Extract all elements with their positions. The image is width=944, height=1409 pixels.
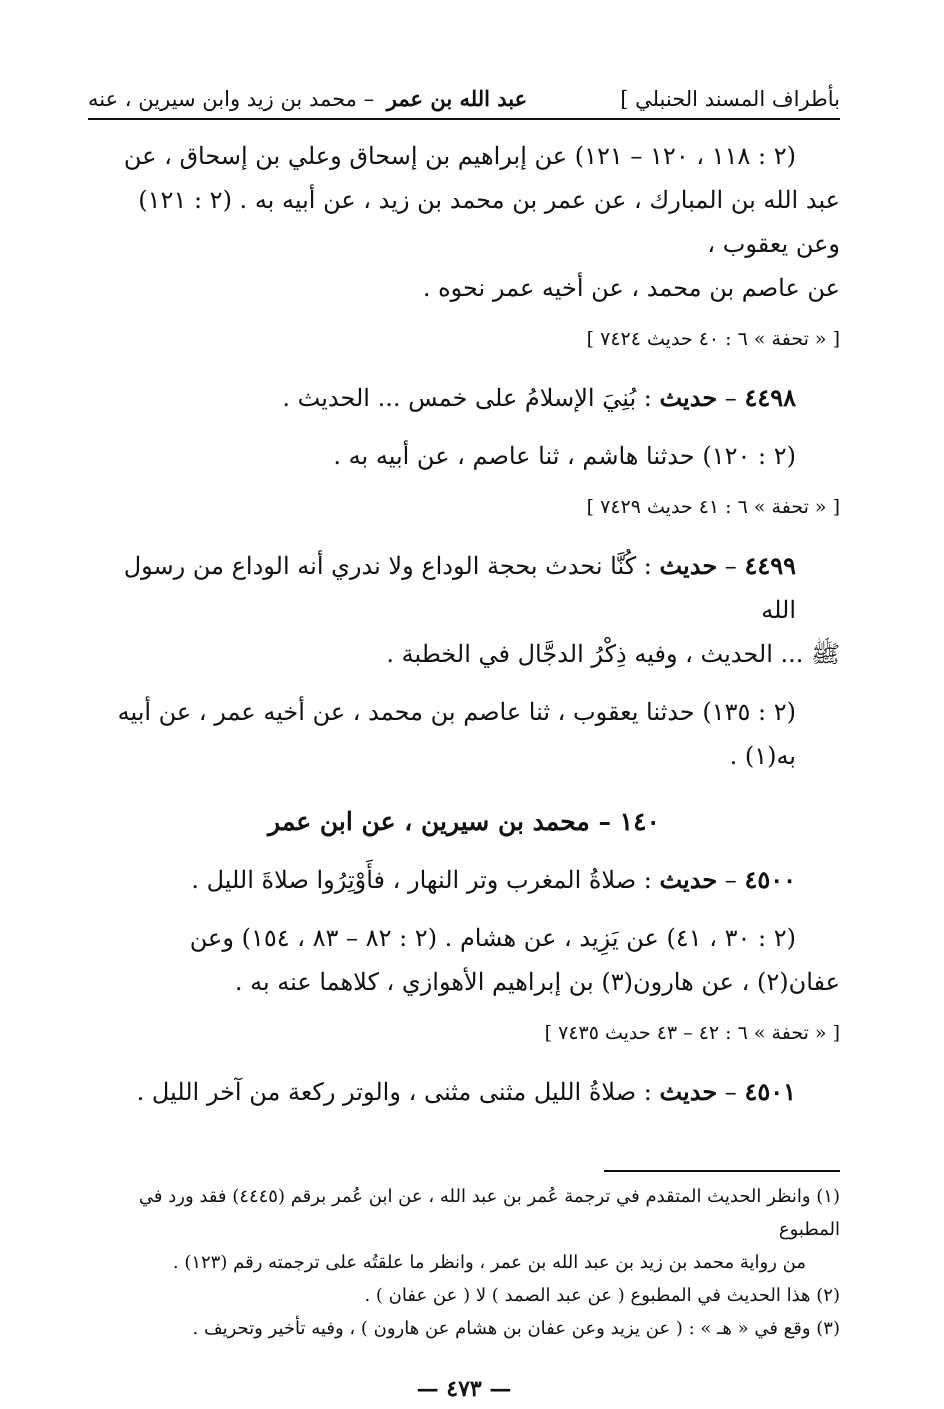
footnote-separator [604, 1170, 840, 1172]
hadith-4501 [88, 1070, 840, 1114]
hadith-4498-tuhfa-ref: [ « تحفة » ٦ : ٤١ حديث ٧٤٢٩ ] [586, 496, 840, 518]
footnote-1 [88, 1180, 840, 1279]
hadith-text: : كُنَّا نحدث بحجة الوداع ولا ندري أنه الوداع من رسول الله [123, 552, 796, 624]
header-book-title: بأطراف المسند الحنبلي ] [620, 87, 840, 111]
block1-line3: عن عاصم بن محمد ، عن أخيه عمر نحوه . [422, 274, 840, 302]
hadith-4500-tuhfa-ref: [ « تحفة » ٦ : ٤٢ – ٤٣ حديث ٧٤٣٥ ] [544, 1022, 840, 1044]
hadith-text: : بُنِيَ الإسلامُ على خمس ... الحديث . [282, 384, 660, 412]
hadith-4499 [88, 544, 840, 632]
hadith-4499-chain: (٢ : ١٣٥) حدثنا يعقوب ، ثنا عاصم بن محمد ، عن أخيه عمر ، عن أبيه به(١) . [117, 698, 796, 770]
hadith-4500 [88, 858, 840, 902]
section-title: ١٤٠ – محمد بن سيرين ، عن ابن عمر [268, 807, 660, 836]
header-chapter [88, 80, 527, 118]
hadith-4500-chain-line2: عفان(٢) ، عن هارون(٣) بن إبراهيم الأهوازي ، كلاهما عنه به . [234, 968, 840, 996]
hadith-keyword: حديث [659, 865, 718, 894]
block1-line1: (٢ : ١١٨ ، ١٢٠ – ١٢١) عن إبراهيم بن إسحاق وعلي بن إسحاق ، عن [123, 142, 796, 170]
hadith-dash: – [717, 866, 745, 894]
hadith-4498-chain: (٢ : ١٢٠) حدثنا هاشم ، ثنا عاصم ، عن أبيه به . [333, 442, 796, 470]
hadith-dash: – [717, 384, 745, 412]
document-page [88, 80, 840, 1402]
hadith-number: ٤٤٩٨ [744, 383, 796, 412]
hadith-text: : صلاةُ المغرب وتر النهار ، فأَوْتِرُوا صلاةَ الليل . [191, 866, 660, 894]
hadith-4498 [88, 376, 840, 420]
hadith-keyword: حديث [659, 383, 718, 412]
hadith-number: ٤٥٠١ [744, 1077, 796, 1106]
hadith-dash: – [717, 1078, 745, 1106]
hadith-keyword: حديث [659, 1077, 718, 1106]
hadith-4500-chain-line1: (٢ : ٣٠ ، ٤١) عن يَزِيد ، عن هشام . (٢ : ٨٢ – ٨٣ ، ١٥٤) وعن [189, 924, 796, 952]
block1-tuhfa-ref: [ « تحفة » ٦ : ٤٠ حديث ٧٤٢٤ ] [586, 328, 840, 350]
hadith-number: ٤٤٩٩ [744, 551, 796, 580]
header-chapter-name: عبد الله بن عمر [386, 86, 528, 111]
footnote-1-line1: (١) وانظر الحديث المتقدم في ترجمة عُمر بن عبد الله ، عن ابن عُمر برقم (٤٤٤٥) فقد ورد في المطبوع [138, 1186, 840, 1240]
hadith-text: : صلاةُ الليل مثنى مثنى ، والوتر ركعة من آخر الليل . [136, 1078, 660, 1106]
running-header [88, 80, 840, 120]
footnote-3: (٣) وقع في « هـ » : ( عن يزيد وعن عفان بن هشام عن هارون ) ، وفيه تأخير وتحريف . [192, 1318, 840, 1339]
hadith-keyword: حديث [659, 551, 718, 580]
block1-line2: عبد الله بن المبارك ، عن عمر بن محمد بن زيد ، عن أبيه به . (٢ : ١٢١) وعن يعقوب ، [138, 186, 840, 258]
hadith-dash: – [717, 552, 745, 580]
hadith-4499-line2: ﷺ ... الحديث ، وفيه ذِكْرُ الدجَّال في الخطبة . [386, 640, 840, 668]
footnote-2: (٢) هذا الحديث في المطبوع ( عن عبد الصمد ) لا ( عن عفان ) . [364, 1285, 840, 1306]
footnote-1-line2: من رواية محمد بن زيد بن عبد الله بن عمر ، وانظر ما علقتُه على ترجمته رقم (١٢٣) . [172, 1252, 806, 1273]
hadith-number: ٤٥٠٠ [744, 865, 796, 894]
page-number: — ٤٧٣ — [416, 1376, 512, 1402]
header-chapter-sub: – محمد بن زيد وابن سيرين ، عنه [88, 87, 375, 111]
